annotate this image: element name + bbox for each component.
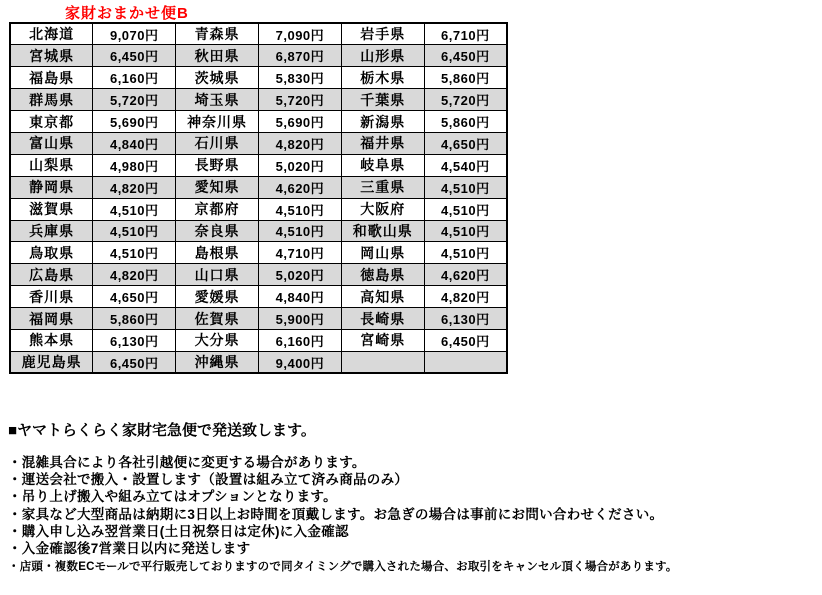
price-cell bbox=[424, 351, 507, 373]
price-cell: 4,510円 bbox=[93, 198, 176, 220]
price-cell: 4,620円 bbox=[258, 176, 341, 198]
table-row bbox=[10, 351, 507, 373]
prefecture-cell: 岡山県 bbox=[341, 242, 424, 264]
price-cell: 4,980円 bbox=[93, 154, 176, 176]
shipping-fee-table-body bbox=[10, 23, 507, 373]
prefecture-cell: 香川県 bbox=[10, 286, 93, 308]
prefecture-cell: 宮城県 bbox=[10, 45, 93, 67]
prefecture-cell: 島根県 bbox=[176, 242, 259, 264]
price-cell: 5,020円 bbox=[258, 264, 341, 286]
prefecture-cell: 広島県 bbox=[10, 264, 93, 286]
price-cell: 4,540円 bbox=[424, 154, 507, 176]
prefecture-cell: 岐阜県 bbox=[341, 154, 424, 176]
prefecture-cell: 長野県 bbox=[176, 154, 259, 176]
price-cell: 4,620円 bbox=[424, 264, 507, 286]
price-cell: 6,160円 bbox=[93, 67, 176, 89]
prefecture-cell: 福井県 bbox=[341, 132, 424, 154]
table-row bbox=[10, 286, 507, 308]
note-bullet: ・購入申し込み翌営業日(土日祝祭日は定休)に入金確認 bbox=[8, 523, 349, 539]
price-cell: 5,830円 bbox=[258, 67, 341, 89]
prefecture-cell: 富山県 bbox=[10, 132, 93, 154]
notes-heading: ■ヤマトらくらく家財宅急便で発送致します。 bbox=[8, 422, 316, 439]
price-cell: 4,510円 bbox=[258, 198, 341, 220]
price-cell: 7,090円 bbox=[258, 23, 341, 45]
prefecture-cell: 奈良県 bbox=[176, 220, 259, 242]
price-cell: 5,720円 bbox=[258, 89, 341, 111]
price-cell: 4,510円 bbox=[93, 220, 176, 242]
table-row bbox=[10, 132, 507, 154]
price-cell: 5,690円 bbox=[258, 111, 341, 133]
price-cell: 6,450円 bbox=[93, 351, 176, 373]
price-cell: 4,510円 bbox=[424, 242, 507, 264]
price-cell: 4,840円 bbox=[258, 286, 341, 308]
shipping-fee-table bbox=[9, 22, 508, 374]
prefecture-cell: 山梨県 bbox=[10, 154, 93, 176]
prefecture-cell: 新潟県 bbox=[341, 111, 424, 133]
prefecture-cell: 徳島県 bbox=[341, 264, 424, 286]
prefecture-cell: 鹿児島県 bbox=[10, 351, 93, 373]
prefecture-cell: 鳥取県 bbox=[10, 242, 93, 264]
note-bullet: ・混雑具合により各社引越便に変更する場合があります。 bbox=[8, 455, 366, 470]
price-cell: 5,690円 bbox=[93, 111, 176, 133]
price-cell: 5,720円 bbox=[424, 89, 507, 111]
notes-section bbox=[8, 422, 818, 575]
price-cell: 6,130円 bbox=[93, 329, 176, 351]
table-row bbox=[10, 154, 507, 176]
prefecture-cell: 栃木県 bbox=[341, 67, 424, 89]
note-bullet: ・家具など大型商品は納期に3日以上お時間を頂戴します。お急ぎの場合は事前にお問い合わせください。 bbox=[8, 506, 664, 522]
price-cell: 5,900円 bbox=[258, 308, 341, 330]
prefecture-cell: 山口県 bbox=[176, 264, 259, 286]
price-cell: 4,510円 bbox=[424, 198, 507, 220]
price-cell: 4,820円 bbox=[93, 264, 176, 286]
price-cell: 5,720円 bbox=[93, 89, 176, 111]
prefecture-cell: 福岡県 bbox=[10, 308, 93, 330]
price-cell: 5,860円 bbox=[424, 111, 507, 133]
prefecture-cell: 沖縄県 bbox=[176, 351, 259, 373]
table-row bbox=[10, 198, 507, 220]
table-row bbox=[10, 45, 507, 67]
shipping-plan-title: 家財おまかせ便B bbox=[65, 5, 189, 22]
prefecture-cell: 千葉県 bbox=[341, 89, 424, 111]
table-row bbox=[10, 264, 507, 286]
prefecture-cell: 神奈川県 bbox=[176, 111, 259, 133]
price-cell: 6,870円 bbox=[258, 45, 341, 67]
prefecture-cell: 佐賀県 bbox=[176, 308, 259, 330]
price-cell: 9,070円 bbox=[93, 23, 176, 45]
prefecture-cell: 青森県 bbox=[176, 23, 259, 45]
table-row bbox=[10, 176, 507, 198]
prefecture-cell: 北海道 bbox=[10, 23, 93, 45]
prefecture-cell: 和歌山県 bbox=[341, 220, 424, 242]
parallel-sale-note: ・店頭・複数ECモールで平行販売しておりますので同タイミングで購入された場合、お取引をキャンセル頂く場合があります。 bbox=[8, 561, 678, 574]
price-cell: 6,450円 bbox=[93, 45, 176, 67]
prefecture-cell: 東京都 bbox=[10, 111, 93, 133]
price-cell: 9,400円 bbox=[258, 351, 341, 373]
table-row bbox=[10, 242, 507, 264]
prefecture-cell: 石川県 bbox=[176, 132, 259, 154]
table-row bbox=[10, 89, 507, 111]
price-cell: 4,510円 bbox=[424, 220, 507, 242]
price-cell: 6,450円 bbox=[424, 329, 507, 351]
prefecture-cell: 滋賀県 bbox=[10, 198, 93, 220]
prefecture-cell: 熊本県 bbox=[10, 329, 93, 351]
table-row bbox=[10, 329, 507, 351]
prefecture-cell: 山形県 bbox=[341, 45, 424, 67]
prefecture-cell: 宮崎県 bbox=[341, 329, 424, 351]
prefecture-cell: 兵庫県 bbox=[10, 220, 93, 242]
prefecture-cell: 福島県 bbox=[10, 67, 93, 89]
table-row bbox=[10, 308, 507, 330]
price-cell: 4,650円 bbox=[424, 132, 507, 154]
note-bullet: ・入金確認後7営業日以内に発送します bbox=[8, 541, 251, 557]
price-cell: 6,450円 bbox=[424, 45, 507, 67]
price-cell: 4,840円 bbox=[93, 132, 176, 154]
price-cell: 5,020円 bbox=[258, 154, 341, 176]
prefecture-cell: 埼玉県 bbox=[176, 89, 259, 111]
table-row bbox=[10, 111, 507, 133]
prefecture-cell: 群馬県 bbox=[10, 89, 93, 111]
prefecture-cell: 岩手県 bbox=[341, 23, 424, 45]
price-cell: 6,160円 bbox=[258, 329, 341, 351]
prefecture-cell: 高知県 bbox=[341, 286, 424, 308]
table-row bbox=[10, 67, 507, 89]
table-row bbox=[10, 220, 507, 242]
prefecture-cell: 秋田県 bbox=[176, 45, 259, 67]
prefecture-cell: 愛知県 bbox=[176, 176, 259, 198]
prefecture-cell: 京都府 bbox=[176, 198, 259, 220]
prefecture-cell: 長崎県 bbox=[341, 308, 424, 330]
prefecture-cell: 愛媛県 bbox=[176, 286, 259, 308]
price-cell: 4,710円 bbox=[258, 242, 341, 264]
price-cell: 4,510円 bbox=[424, 176, 507, 198]
prefecture-cell: 静岡県 bbox=[10, 176, 93, 198]
price-cell: 4,820円 bbox=[258, 132, 341, 154]
price-cell: 4,510円 bbox=[258, 220, 341, 242]
note-bullet: ・吊り上げ搬入や組み立てはオプションとなります。 bbox=[8, 489, 337, 505]
price-cell: 5,860円 bbox=[93, 308, 176, 330]
price-cell: 5,860円 bbox=[424, 67, 507, 89]
price-cell: 6,130円 bbox=[424, 308, 507, 330]
table-row bbox=[10, 23, 507, 45]
price-cell: 4,510円 bbox=[93, 242, 176, 264]
notes-bullet-list bbox=[8, 454, 818, 557]
prefecture-cell: 茨城県 bbox=[176, 67, 259, 89]
price-cell: 4,820円 bbox=[93, 176, 176, 198]
prefecture-cell: 大分県 bbox=[176, 329, 259, 351]
note-bullet: ・運送会社で搬入・設置します（設置は組み立て済み商品のみ） bbox=[8, 472, 409, 488]
price-cell: 4,650円 bbox=[93, 286, 176, 308]
prefecture-cell: 大阪府 bbox=[341, 198, 424, 220]
prefecture-cell bbox=[341, 351, 424, 373]
prefecture-cell: 三重県 bbox=[341, 176, 424, 198]
price-cell: 6,710円 bbox=[424, 23, 507, 45]
price-cell: 4,820円 bbox=[424, 286, 507, 308]
